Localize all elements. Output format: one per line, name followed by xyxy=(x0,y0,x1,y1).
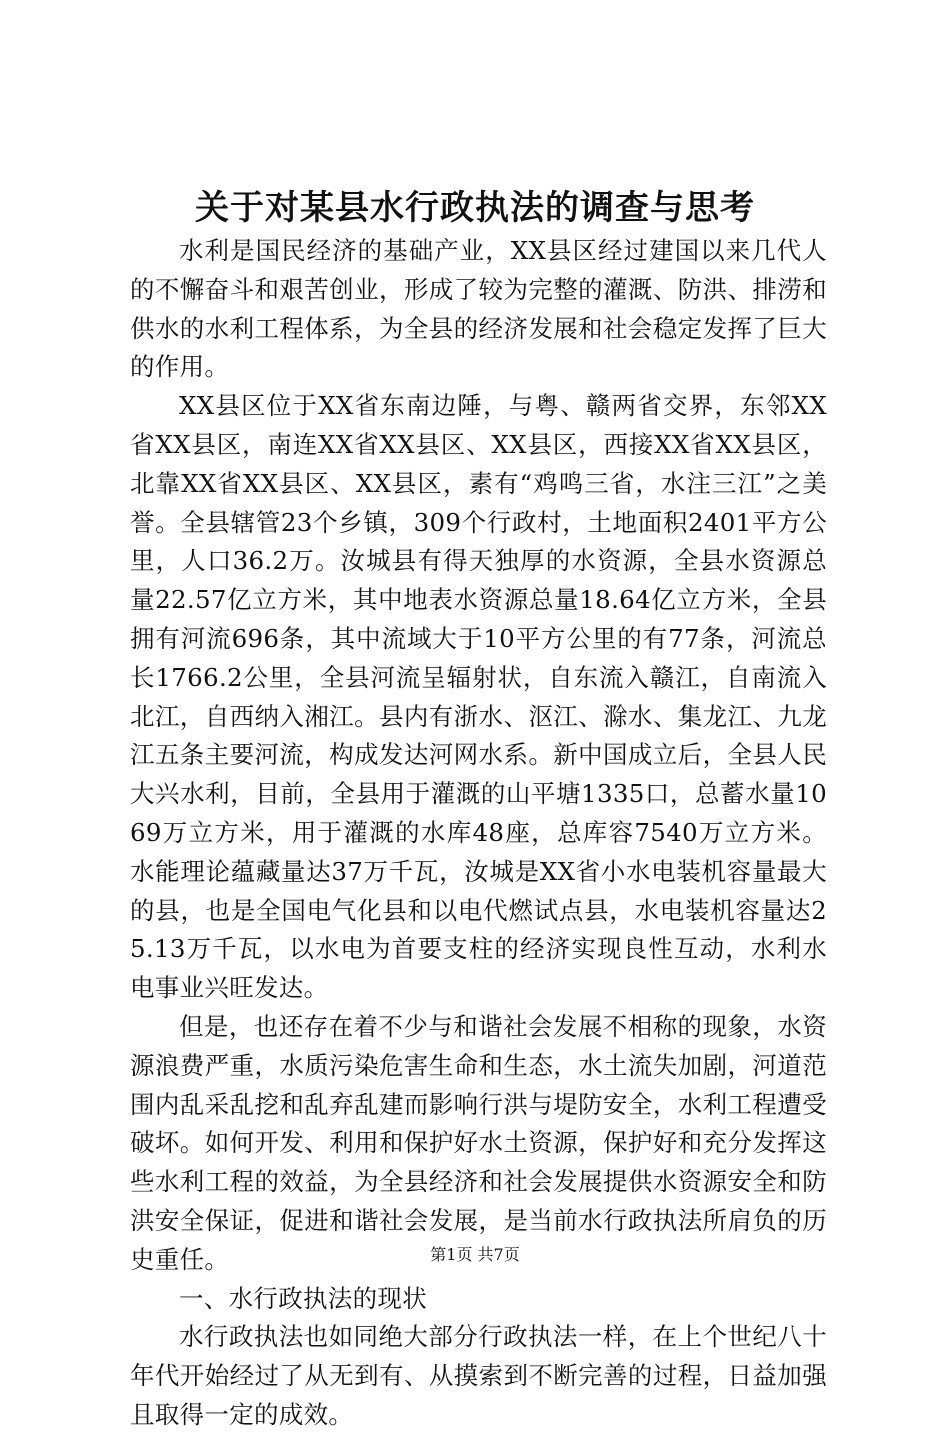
page-footer: 第1页 共7页 xyxy=(430,1245,520,1264)
document-title: 关于对某县水行政执法的调查与思考 xyxy=(195,188,755,228)
paragraph-law-enforcement-status: 水行政执法也如同绝大部分行政执法一样，在上个世纪八十年代开始经过了从无到有、从摸索到不断完善的过程，日益加强且取得一定的成效。 xyxy=(130,1322,827,1429)
paragraph-problems: 但是，也还存在着不少与和谐社会发展不相称的现象，水资源浪费严重，水质污染危害生命和生态，水土流失加剧，河道范围内乱采乱挖和乱弃乱建而影响行洪与堤防安全，水利工程遭受破坏。如何开发、利用和保护好水土资源，保护好和充分发挥这些水利工程的效益，为全县经济和社会发展提供水资源安全和防洪安全保证，促进和谐社会发展，是当前水行政执法所肩负的历史重任。 xyxy=(130,1011,827,1274)
paragraph-intro: 水利是国民经济的基础产业，XX县区经过建国以来几代人的不懈奋斗和艰苦创业，形成了较为完整的灌溉、防洪、排涝和供水的水利工程体系，为全县的经济发展和社会稳定发挥了巨大的作用。 xyxy=(130,236,827,382)
paragraph-county-overview: XX县区位于XX省东南边陲，与粤、赣两省交界，东邻XX省XX县区，南连XX省XX县区、XX县区，西接XX省XX县区，北靠XX省XX县区、XX县区，素有“鸡鸣三省，水注三江”之美誉。全县辖管23个乡镇，309个行政村，土地面积2401平方公里，人口36.2万。汝城县有得天独厚的水资源，全县水资源总量22.57亿立方米，其中地表水资源总量18.64亿立方米，全县拥有河流696条，其中流域大于10平方公里的有77条，河流总长1766.2公里，全县河流呈辐射状，自东流入赣江，自南流入北江，自西纳入湘江。县内有浙水、沤江、滁水、集龙江、九龙江五条主要河流，构成发达河网水系。新中国成立后，全县人民大兴水利，目前，全县用于灌溉的山平塘1335口，总蓄水量1069万立方米，用于灌溉的水库48座，总库容7540万立方米。水能理论蕴藏量达37万千瓦，汝城是XX省小水电装机容量最大的县，也是全国电气化县和以电代燃试点县，水电装机容量达25.13万千瓦，以水电为首要支柱的经济实现良性互动，水利水电事业兴旺发达。 xyxy=(130,391,827,1003)
section-heading-1: 一、水行政执法的现状 xyxy=(179,1283,427,1313)
